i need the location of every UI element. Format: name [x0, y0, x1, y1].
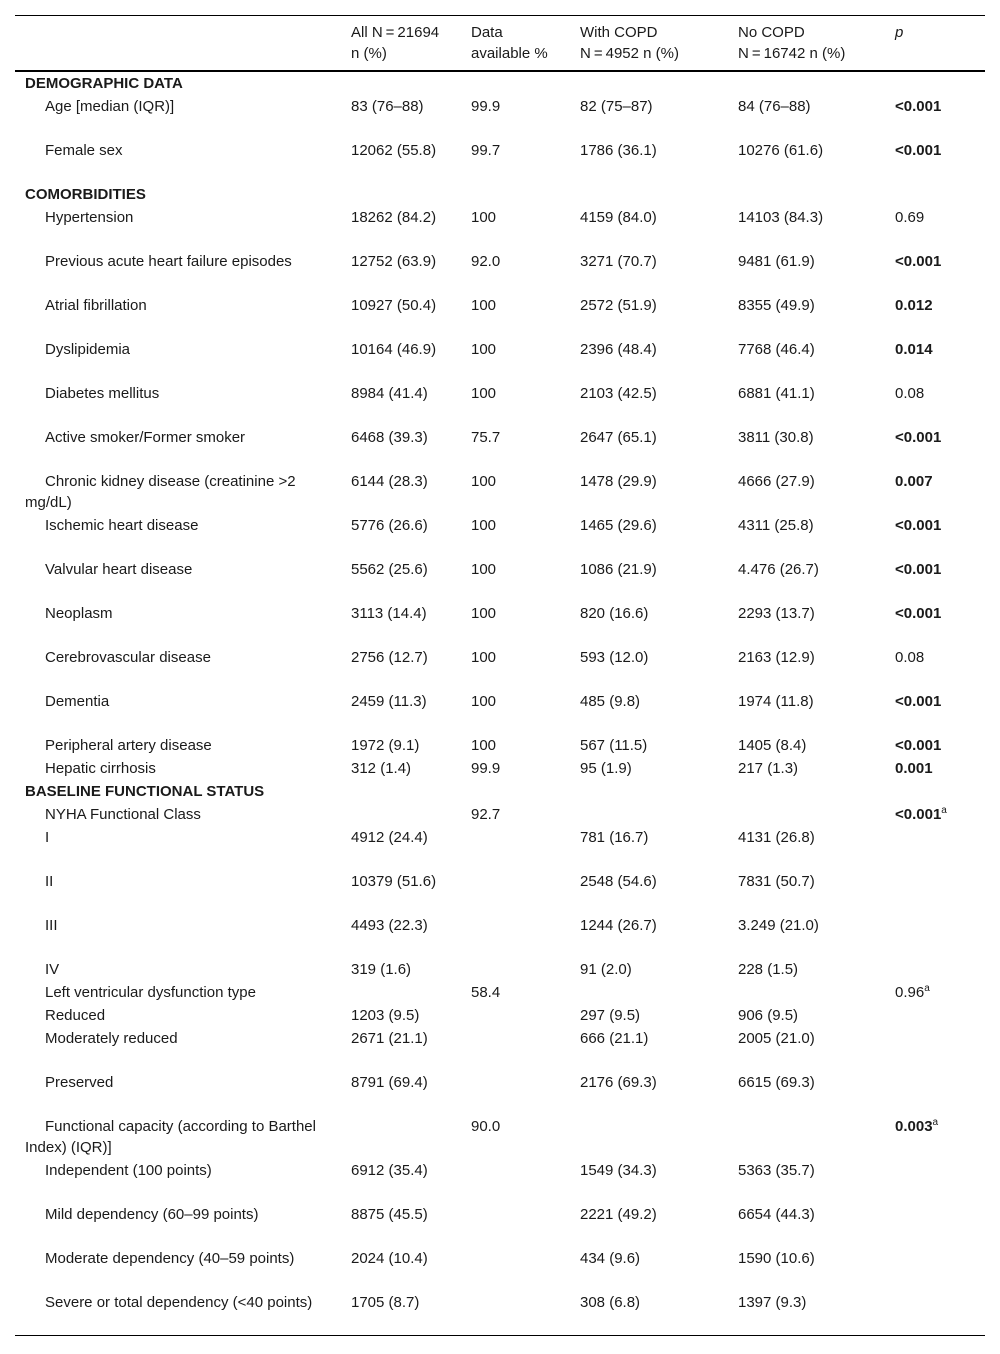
row-label: IV: [45, 961, 60, 978]
cell-data-available: [461, 870, 570, 914]
cell-all: 18262 (84.2): [351, 209, 437, 226]
cell-no-copd: [728, 981, 885, 1004]
cell-with-copd: 567 (11.5): [580, 737, 648, 754]
cell-no-copd: [728, 1115, 885, 1159]
cell-no-copd: 1590 (10.6): [738, 1250, 815, 1267]
cell-all: [341, 1115, 461, 1159]
cell-all: 10927 (50.4): [351, 297, 437, 314]
cell-with-copd: 82 (75–87): [580, 98, 653, 115]
cell-p-value: 0.012: [895, 297, 933, 314]
cell-all: 312 (1.4): [351, 760, 412, 777]
cell-with-copd: 1086 (21.9): [580, 561, 657, 578]
table-row: [15, 602, 985, 646]
cell-p-value: [885, 1027, 985, 1071]
cell-no-copd: 2163 (12.9): [738, 649, 815, 666]
cell-data-available: [461, 1027, 570, 1071]
table-row: [15, 1004, 985, 1027]
cell-data-available: 100: [471, 561, 497, 578]
cell-with-copd: 1549 (34.3): [580, 1162, 657, 1179]
cell-no-copd: 4311 (25.8): [738, 517, 814, 534]
cell-with-copd: 1465 (29.6): [580, 517, 657, 534]
section-row: [15, 183, 985, 206]
row-label: Dementia: [45, 693, 110, 710]
row-label: Female sex: [45, 142, 123, 159]
row-label: Atrial fibrillation: [45, 297, 147, 314]
cell-data-available: 100: [471, 473, 497, 490]
cell-data-available: 100: [471, 517, 497, 534]
cell-all: [341, 803, 461, 826]
cell-all: 8875 (45.5): [351, 1206, 428, 1223]
table-row: [15, 382, 985, 426]
table-row: [15, 1159, 985, 1203]
cell-p-value: [885, 1004, 985, 1027]
table-row: [15, 826, 985, 870]
cell-p-value: <0.001: [895, 605, 942, 622]
cell-all: 4493 (22.3): [351, 917, 428, 934]
cell-data-available: 100: [471, 385, 497, 402]
row-label: Chronic kidney disease (creatinine >2 mg/dL): [25, 473, 296, 511]
cell-p-value: 0.001: [895, 760, 933, 777]
cell-p-value: [885, 1247, 985, 1291]
header-data-available: Data available %: [471, 24, 548, 62]
cell-no-copd: 906 (9.5): [738, 1007, 799, 1024]
row-label: III: [45, 917, 58, 934]
cell-data-available: 99.9: [471, 98, 501, 115]
cell-all: 6912 (35.4): [351, 1162, 428, 1179]
cell-p-value: [885, 1291, 985, 1336]
cell-p-value: <0.001: [895, 517, 942, 534]
table-container: [15, 15, 985, 1336]
cell-p-value: [885, 958, 985, 981]
cell-all: 2459 (11.3): [351, 693, 427, 710]
row-label: Hepatic cirrhosis: [45, 760, 156, 777]
cell-with-copd: 308 (6.8): [580, 1294, 641, 1311]
cell-p-value: 0.007: [895, 473, 933, 490]
cell-data-available: [461, 1004, 570, 1027]
cell-no-copd: 9481 (61.9): [738, 253, 815, 270]
cell-with-copd: 95 (1.9): [580, 760, 632, 777]
cell-no-copd: 1397 (9.3): [738, 1294, 807, 1311]
cell-all: 12062 (55.8): [351, 142, 437, 159]
cell-with-copd: 2176 (69.3): [580, 1074, 657, 1091]
cell-p-value: 0.003$^a$: [895, 1117, 939, 1135]
cell-data-available: [461, 914, 570, 958]
cell-all: 83 (76–88): [351, 98, 424, 115]
row-label: Previous acute heart failure episodes: [45, 253, 292, 270]
table-row: [15, 470, 985, 514]
cell-data-available: 100: [471, 693, 497, 710]
cell-no-copd: 2293 (13.7): [738, 605, 815, 622]
copd-characteristics-table: [15, 15, 985, 1336]
cell-with-copd: 820 (16.6): [580, 605, 649, 622]
footnote-marker: a: [941, 805, 947, 816]
cell-all: 3113 (14.4): [351, 605, 427, 622]
table-row: [15, 981, 985, 1004]
cell-data-available: 100: [471, 605, 497, 622]
cell-all: 5776 (26.6): [351, 517, 428, 534]
row-label: Peripheral artery disease: [45, 737, 212, 754]
header-p-value: p: [895, 24, 904, 41]
cell-p-value: [885, 826, 985, 870]
cell-no-copd: 6615 (69.3): [738, 1074, 815, 1091]
cell-data-available: 100: [471, 209, 497, 226]
cell-data-available: [461, 1159, 570, 1203]
table-row: [15, 690, 985, 734]
cell-all: 12752 (63.9): [351, 253, 437, 270]
row-label: Severe or total dependency (<40 points): [45, 1294, 313, 1311]
cell-with-copd: 2548 (54.6): [580, 873, 657, 890]
footnote-marker: a: [924, 983, 930, 994]
row-label: Independent (100 points): [45, 1162, 212, 1179]
table-row: [15, 734, 985, 757]
row-label: Age [median (IQR)]: [45, 98, 175, 115]
table-row: [15, 206, 985, 250]
row-label: Preserved: [45, 1074, 114, 1091]
section-row: [15, 71, 985, 95]
cell-no-copd: 2005 (21.0): [738, 1030, 815, 1047]
cell-no-copd: 5363 (35.7): [738, 1162, 815, 1179]
row-label: Dyslipidemia: [45, 341, 131, 358]
cell-data-available: 90.0: [471, 1118, 501, 1135]
cell-p-value: <0.001: [895, 693, 942, 710]
table-row: [15, 558, 985, 602]
cell-data-available: 100: [471, 297, 497, 314]
cell-all: 2024 (10.4): [351, 1250, 428, 1267]
cell-p-value: <0.001: [895, 98, 942, 115]
cell-no-copd: 7768 (46.4): [738, 341, 815, 358]
row-label: Cerebrovascular disease: [45, 649, 211, 666]
cell-p-value: <0.001: [895, 429, 942, 446]
table-row: [15, 514, 985, 558]
cell-data-available: 100: [471, 649, 497, 666]
cell-all: 10379 (51.6): [351, 873, 437, 890]
cell-no-copd: 84 (76–88): [738, 98, 811, 115]
cell-with-copd: 297 (9.5): [580, 1007, 641, 1024]
table-row: [15, 914, 985, 958]
header-with-copd: With COPD N = 4952 n (%): [580, 24, 679, 62]
cell-with-copd: [570, 803, 728, 826]
cell-p-value: <0.001$^a$: [895, 805, 947, 823]
cell-with-copd: 781 (16.7): [580, 829, 649, 846]
cell-no-copd: 10276 (61.6): [738, 142, 824, 159]
table-row: [15, 250, 985, 294]
cell-no-copd: 228 (1.5): [738, 961, 799, 978]
cell-no-copd: 1405 (8.4): [738, 737, 807, 754]
table-row: [15, 338, 985, 382]
row-label: Moderate dependency (40–59 points): [45, 1250, 295, 1267]
cell-p-value: 0.08: [895, 385, 925, 402]
cell-no-copd: 7831 (50.7): [738, 873, 815, 890]
table-header: [15, 16, 985, 72]
row-label: Active smoker/Former smoker: [45, 429, 246, 446]
cell-with-copd: 2396 (48.4): [580, 341, 657, 358]
table-row: [15, 870, 985, 914]
cell-p-value: 0.96$^a$: [895, 983, 930, 1001]
cell-data-available: 100: [471, 341, 497, 358]
cell-p-value: [885, 1159, 985, 1203]
cell-all: 1705 (8.7): [351, 1294, 420, 1311]
cell-data-available: [461, 1291, 570, 1336]
header-label-col: [15, 16, 341, 72]
cell-data-available: 92.7: [471, 806, 501, 823]
header-no-copd: No COPD N = 16742 n (%): [738, 24, 846, 62]
cell-all: 4912 (24.4): [351, 829, 428, 846]
cell-no-copd: 4.476 (26.7): [738, 561, 819, 578]
cell-no-copd: 6881 (41.1): [738, 385, 815, 402]
table-row: [15, 139, 985, 183]
cell-no-copd: 4131 (26.8): [738, 829, 815, 846]
cell-p-value: <0.001: [895, 561, 942, 578]
cell-all: 1972 (9.1): [351, 737, 420, 754]
cell-p-value: [885, 1203, 985, 1247]
cell-with-copd: 2221 (49.2): [580, 1206, 657, 1223]
cell-all: 319 (1.6): [351, 961, 412, 978]
cell-data-available: [461, 1203, 570, 1247]
table-row: [15, 1071, 985, 1115]
cell-with-copd: 1244 (26.7): [580, 917, 657, 934]
cell-all: 2671 (21.1): [351, 1030, 428, 1047]
cell-with-copd: 91 (2.0): [580, 961, 632, 978]
cell-data-available: [461, 1247, 570, 1291]
cell-all: 8984 (41.4): [351, 385, 428, 402]
cell-data-available: [461, 958, 570, 981]
section-row: [15, 780, 985, 803]
cell-no-copd: 1974 (11.8): [738, 693, 814, 710]
row-label: I: [45, 829, 50, 846]
cell-all: [341, 981, 461, 1004]
cell-data-available: 58.4: [471, 984, 501, 1001]
cell-with-copd: 2572 (51.9): [580, 297, 657, 314]
section-heading: COMORBIDITIES: [25, 186, 146, 203]
cell-p-value: 0.08: [895, 649, 925, 666]
row-label: Diabetes mellitus: [45, 385, 160, 402]
table-row: [15, 294, 985, 338]
table-row: [15, 426, 985, 470]
row-label: Reduced: [45, 1007, 106, 1024]
cell-no-copd: 4666 (27.9): [738, 473, 815, 490]
cell-no-copd: 217 (1.3): [738, 760, 799, 777]
cell-p-value: <0.001: [895, 737, 942, 754]
row-label: Left ventricular dysfunction type: [45, 984, 256, 1001]
table-row: [15, 1291, 985, 1336]
table-row: [15, 757, 985, 780]
cell-with-copd: [570, 1115, 728, 1159]
cell-all: 8791 (69.4): [351, 1074, 428, 1091]
cell-data-available: 100: [471, 737, 497, 754]
cell-data-available: 99.9: [471, 760, 501, 777]
cell-p-value: [885, 1071, 985, 1115]
cell-p-value: [885, 914, 985, 958]
cell-with-copd: 1478 (29.9): [580, 473, 657, 490]
cell-no-copd: 3811 (30.8): [738, 429, 814, 446]
row-label: NYHA Functional Class: [45, 806, 201, 823]
cell-data-available: 92.0: [471, 253, 501, 270]
section-heading: BASELINE FUNCTIONAL STATUS: [25, 783, 265, 800]
cell-with-copd: 593 (12.0): [580, 649, 649, 666]
row-label: Mild dependency (60–99 points): [45, 1206, 259, 1223]
cell-with-copd: 3271 (70.7): [580, 253, 657, 270]
row-label: Functional capacity (according to Barthel Index) (IQR)]: [25, 1118, 316, 1156]
cell-no-copd: 8355 (49.9): [738, 297, 815, 314]
footnote-marker: a: [932, 1117, 939, 1128]
cell-no-copd: 3.249 (21.0): [738, 917, 819, 934]
cell-p-value: <0.001: [895, 142, 942, 159]
table-row: [15, 803, 985, 826]
row-label: Valvular heart disease: [45, 561, 193, 578]
cell-p-value: <0.001: [895, 253, 942, 270]
cell-all: 5562 (25.6): [351, 561, 428, 578]
cell-with-copd: [570, 981, 728, 1004]
table-row: [15, 1115, 985, 1159]
cell-with-copd: 666 (21.1): [580, 1030, 649, 1047]
header-all: All N = 21694 n (%): [351, 24, 440, 62]
cell-data-available: 75.7: [471, 429, 501, 446]
cell-all: 2756 (12.7): [351, 649, 428, 666]
table-row: [15, 646, 985, 690]
header-row: [15, 16, 985, 72]
table-row: [15, 1247, 985, 1291]
row-label: Hypertension: [45, 209, 134, 226]
cell-no-copd: 6654 (44.3): [738, 1206, 815, 1223]
table-row: [15, 958, 985, 981]
cell-with-copd: 4159 (84.0): [580, 209, 657, 226]
cell-with-copd: 1786 (36.1): [580, 142, 657, 159]
cell-with-copd: 434 (9.6): [580, 1250, 641, 1267]
table-row: [15, 1203, 985, 1247]
row-label: Neoplasm: [45, 605, 113, 622]
cell-p-value: [885, 870, 985, 914]
cell-p-value: 0.69: [895, 209, 925, 226]
cell-data-available: 99.7: [471, 142, 501, 159]
row-label: Moderately reduced: [45, 1030, 178, 1047]
cell-data-available: [461, 1071, 570, 1115]
cell-data-available: [461, 826, 570, 870]
table-body: [15, 71, 985, 1336]
cell-all: 6468 (39.3): [351, 429, 428, 446]
cell-all: 6144 (28.3): [351, 473, 428, 490]
cell-with-copd: 2647 (65.1): [580, 429, 657, 446]
cell-no-copd: [728, 803, 885, 826]
table-row: [15, 95, 985, 139]
cell-with-copd: 2103 (42.5): [580, 385, 657, 402]
table-row: [15, 1027, 985, 1071]
cell-with-copd: 485 (9.8): [580, 693, 641, 710]
row-label: II: [45, 873, 54, 890]
cell-p-value: 0.014: [895, 341, 933, 358]
section-heading: DEMOGRAPHIC DATA: [25, 75, 183, 92]
cell-all: 1203 (9.5): [351, 1007, 420, 1024]
row-label: Ischemic heart disease: [45, 517, 199, 534]
cell-all: 10164 (46.9): [351, 341, 437, 358]
cell-no-copd: 14103 (84.3): [738, 209, 824, 226]
